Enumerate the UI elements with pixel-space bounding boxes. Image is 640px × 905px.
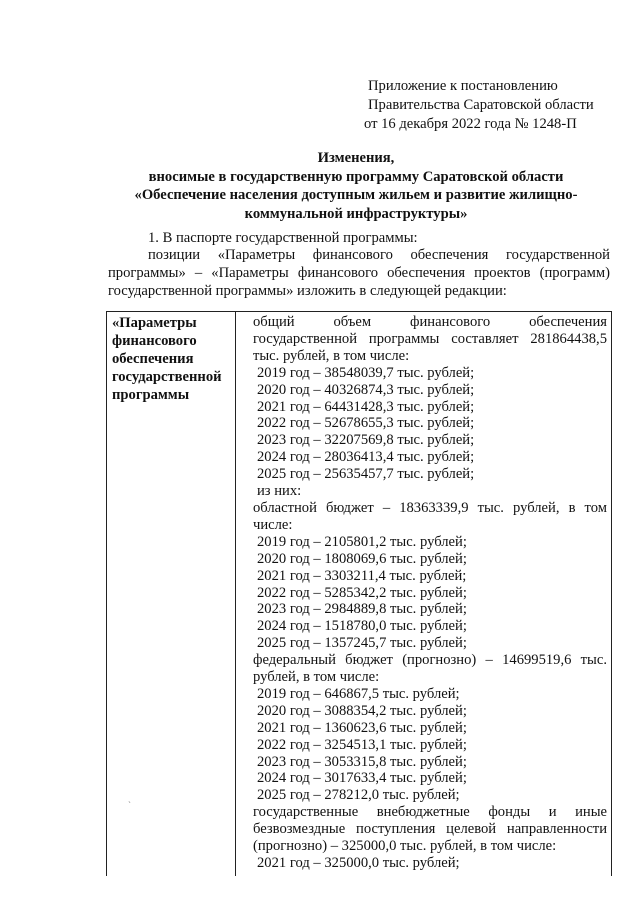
appendix-line-3: от 16 декабря 2022 года № 1248-П	[364, 116, 577, 132]
regional-year-line: 2025 год – 1357245,7 тыс. рублей;	[257, 635, 467, 652]
total-year-line: 2019 год – 38548039,7 тыс. рублей;	[257, 364, 475, 381]
appendix-line-2: Правительства Саратовской области	[368, 97, 594, 113]
intro-paragraph-text: позиции «Параметры финансового обеспечения государственной программы» – «Параметры финансового обеспечения проектов (программ) государственной программы» изложить в следующей редакции:	[108, 247, 610, 300]
parameter-value-cell	[236, 312, 612, 876]
federal-year-line: 2023 год – 3053315,8 тыс. рублей;	[257, 753, 467, 770]
federal-year-line: 2019 год – 646867,5 тыс. рублей;	[257, 685, 460, 702]
total-year-line: 2021 год – 64431428,3 тыс. рублей;	[257, 398, 475, 415]
title-line-4: коммунальной инфраструктуры»	[244, 205, 468, 222]
funds-years-list	[239, 855, 607, 872]
regional-year-line: 2019 год – 2105801,2 тыс. рублей;	[257, 533, 467, 550]
federal-year-line: 2024 год – 3017633,4 тыс. рублей;	[257, 770, 467, 787]
title-line-2: вносимые в государственную программу Саратовской области	[148, 168, 564, 185]
federal-year-line: 2022 год – 3254513,1 тыс. рублей;	[257, 736, 467, 753]
regional-year-line: 2023 год – 2984889,8 тыс. рублей;	[257, 601, 467, 618]
total-years-list	[239, 365, 607, 483]
parameter-name-cell	[107, 312, 236, 876]
total-year-line: 2020 год – 40326874,3 тыс. рублей;	[257, 381, 475, 398]
parameter-name: «Параметры финансового обеспечения государственной программы	[112, 315, 222, 403]
federal-budget-text: федеральный бюджет (прогнозно) – 14699519,6 тыс. рублей, в том числе:	[253, 652, 607, 686]
regional-year-line: 2021 год – 3303211,4 тыс. рублей;	[257, 567, 467, 584]
regional-year-line: 2022 год – 5285342,2 тыс. рублей;	[257, 584, 467, 601]
extrabudgetary-funds-text: государственные внебюджетные фонды и иные безвозмездные поступления целевой направленности (прогнозно) – 325000,0 тыс. рублей, в том числе:	[253, 804, 607, 855]
regional-year-line: 2024 год – 1518780,0 тыс. рублей;	[257, 618, 467, 635]
federal-years-list	[239, 686, 607, 804]
appendix-header	[364, 77, 594, 134]
total-year-line: 2024 год – 28036413,4 тыс. рублей;	[257, 449, 475, 466]
federal-year-line: 2021 год – 1360623,6 тыс. рублей;	[257, 719, 467, 736]
regional-years-list	[239, 534, 607, 652]
document-title	[100, 149, 612, 223]
appendix-line-1: Приложение к постановлению	[368, 78, 558, 94]
financing-parameters-table	[106, 311, 612, 876]
federal-year-line: 2020 год – 3088354,2 тыс. рублей;	[257, 702, 467, 719]
federal-year-line: 2025 год – 278212,0 тыс. рублей;	[257, 787, 460, 804]
of-them-label: из них:	[257, 483, 302, 500]
total-financing-text: общий объем финансового обеспечения государственной программы составляет 281864438,5 тыс. рублей, в том числе:	[253, 314, 607, 364]
regional-year-line: 2020 год – 1808069,6 тыс. рублей;	[257, 550, 467, 567]
total-year-line: 2023 год – 32207569,8 тыс. рублей;	[257, 432, 475, 449]
title-line-1: Изменения,	[317, 150, 395, 166]
total-year-line: 2025 год – 25635457,7 тыс. рублей;	[257, 466, 475, 483]
intro-paragraph	[108, 246, 610, 301]
point-1-heading: 1. В паспорте государственной программы:	[148, 230, 418, 246]
regional-budget-text: областной бюджет – 18363339,9 тыс. рублей, в том числе:	[253, 499, 607, 533]
title-line-3: «Обеспечение населения доступным жильем и развитие жилищно-	[134, 187, 578, 203]
scan-mark: ˋ	[128, 800, 131, 810]
total-year-line: 2022 год – 52678655,3 тыс. рублей;	[257, 415, 475, 432]
funds-year-line: 2021 год – 325000,0 тыс. рублей;	[257, 855, 460, 871]
